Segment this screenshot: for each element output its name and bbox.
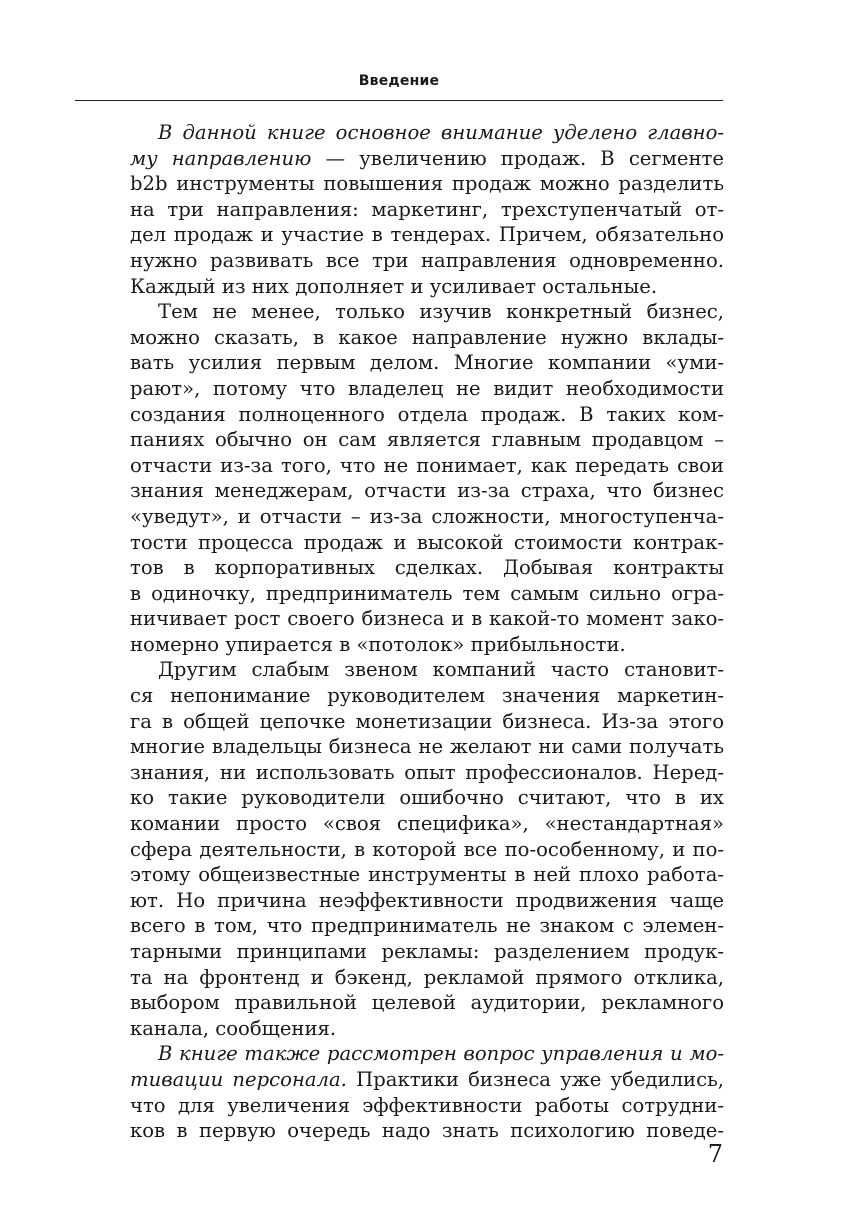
text-run: та на фронтенд и бэкенд, рекламой прямого отклика, <box>130 965 724 989</box>
text-run: Другим слабым звеном компаний часто становит- <box>158 658 724 682</box>
text-run: ют. Но причина неэффективности продвижения чаще <box>130 888 724 912</box>
body-text <box>130 120 724 1144</box>
text-line <box>130 427 724 453</box>
text-run: номерно упирается в «потолок» прибыльности. <box>130 632 626 656</box>
text-line <box>130 965 724 991</box>
text-run: канала, сообщения. <box>130 1016 337 1040</box>
text-line <box>130 990 724 1016</box>
text-run: комании просто «своя специфика», «нестандартная» <box>130 812 724 836</box>
text-line <box>130 1067 724 1093</box>
text-run: Каждый из них дополняет и усиливает остальные. <box>130 274 658 298</box>
text-line <box>130 581 724 607</box>
text-run: дел продаж и участие в тендерах. Причем, обязательно <box>130 223 724 247</box>
text-line <box>130 453 724 479</box>
text-run: выбором правильной целевой аудитории, рекламного <box>130 991 724 1015</box>
running-header <box>75 70 723 101</box>
text-run: отчасти из-за того, что не понимает, как передать свои <box>130 453 724 477</box>
text-run: в одиночку, предприниматель тем самым сильно огра- <box>130 581 724 605</box>
text-line <box>130 606 724 632</box>
text-line <box>130 862 724 888</box>
text-line <box>130 222 724 248</box>
text-line <box>130 657 724 683</box>
text-line <box>130 171 724 197</box>
text-run: тости процесса продаж и высокой стоимости контрак- <box>130 530 724 554</box>
text-run: га в общей цепочке монетизации бизнеса. Из-за этого <box>130 709 724 733</box>
text-run: что для увеличения эффективности работы сотрудни- <box>130 1093 724 1117</box>
text-line <box>130 530 724 556</box>
text-line <box>130 913 724 939</box>
italic-text: тивации персонала. <box>130 1067 347 1091</box>
text-line <box>130 197 724 223</box>
text-line <box>130 939 724 965</box>
text-line <box>130 555 724 581</box>
text-run: можно сказать, в какое направление нужно вклады- <box>130 325 724 349</box>
text-line <box>130 785 724 811</box>
text-run: ко такие руководители ошибочно считают, что в их <box>130 786 724 810</box>
text-run: ничивает рост своего бизнеса и в какой-то момент зако- <box>130 607 724 631</box>
text-run: нужно развивать все три направления одновременно. <box>130 248 724 272</box>
text-line <box>130 274 724 300</box>
text-run: знания, ни использовать опыт профессионалов. Неред- <box>130 760 724 784</box>
text-line <box>130 325 724 351</box>
text-line <box>130 811 724 837</box>
text-line <box>130 146 724 172</box>
text-line <box>130 350 724 376</box>
text-line <box>130 760 724 786</box>
text-run: — увеличению продаж. В сегменте <box>311 146 724 170</box>
text-run: создания полноценного отдела продаж. В таких ком- <box>130 402 724 426</box>
italic-text: В книге также рассмотрен вопрос управления и мо- <box>158 1042 724 1066</box>
text-line <box>130 1041 724 1067</box>
text-line <box>130 299 724 325</box>
text-line <box>130 504 724 530</box>
text-line <box>130 248 724 274</box>
text-run: на три направления: маркетинг, трехступенчатый от- <box>130 197 724 221</box>
text-line <box>130 709 724 735</box>
text-line <box>130 1016 724 1042</box>
text-run: многие владельцы бизнеса не желают ни сами получать <box>130 735 724 759</box>
text-run: «уведут», и отчасти – из-за сложности, многоступенча- <box>130 504 724 528</box>
text-run: знания менеджерам, отчасти из-за страха, что бизнес <box>130 479 724 503</box>
text-run: ков в первую очередь надо знать психологию поведе- <box>130 1119 724 1143</box>
text-line <box>130 1118 724 1144</box>
text-line <box>130 888 724 914</box>
text-run: всего в том, что предприниматель не знаком с элемен- <box>130 914 724 938</box>
italic-text: му направлению <box>130 146 312 170</box>
text-run: ся непонимание руководителем значения маркетин- <box>130 684 724 708</box>
text-run: паниях обычно он сам является главным продавцом – <box>130 428 724 452</box>
text-line <box>130 837 724 863</box>
text-line <box>130 376 724 402</box>
text-run: сфера деятельности, в которой все по-особенному, и по- <box>130 837 724 861</box>
text-run: Практики бизнеса уже убедились, <box>346 1067 724 1091</box>
text-line <box>130 402 724 428</box>
text-line <box>130 632 724 658</box>
text-run: тарными принципами рекламы: разделением продук- <box>130 940 724 963</box>
text-run: Тем не менее, только изучив конкретный бизнес, <box>158 300 724 324</box>
text-line <box>130 734 724 760</box>
text-line <box>130 1093 724 1119</box>
page-number: 7 <box>707 1140 723 1168</box>
text-run: тов в корпоративных сделках. Добывая контракты <box>130 556 724 580</box>
text-line <box>130 683 724 709</box>
text-run: этому общеизвестные инструменты в ней плохо работа- <box>130 863 724 887</box>
text-run: рают», потому что владелец не видит необходимости <box>130 376 724 400</box>
header-title: Введение <box>358 73 440 89</box>
text-run: b2b инструменты повышения продаж можно разделить <box>130 172 724 196</box>
italic-text: В данной книге основное внимание уделено главно- <box>158 121 724 144</box>
text-line <box>130 120 724 146</box>
text-line <box>130 478 724 504</box>
text-run: вать усилия первым делом. Многие компании «уми- <box>130 351 724 375</box>
